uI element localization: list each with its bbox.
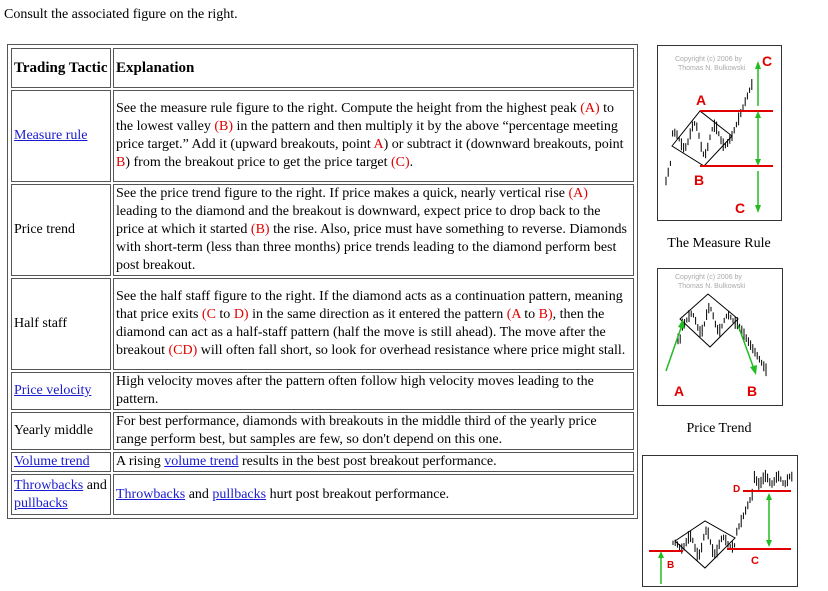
table-row bbox=[11, 372, 634, 410]
height-arrow-down-head bbox=[755, 159, 761, 166]
label-c-top: C bbox=[762, 53, 773, 69]
target-up-arrow-head bbox=[755, 61, 761, 69]
tactic-label: Yearly middle bbox=[14, 423, 94, 438]
tactic-cell bbox=[11, 412, 111, 450]
point-label: (A bbox=[506, 307, 521, 322]
half-staff-figure bbox=[642, 455, 798, 587]
table-row bbox=[11, 412, 634, 450]
table-row bbox=[11, 474, 634, 515]
table-row bbox=[11, 184, 634, 276]
price-bars bbox=[666, 79, 752, 185]
entry-arrow-head bbox=[658, 551, 664, 558]
explanation-cell bbox=[113, 278, 634, 370]
point-label: (C) bbox=[390, 155, 410, 170]
drop-arrow bbox=[738, 325, 754, 369]
text-segment: hurt post breakout performance. bbox=[266, 486, 450, 502]
height-arrow-up-head bbox=[755, 111, 761, 118]
explanation-cell bbox=[113, 372, 634, 410]
rise-arrow bbox=[666, 325, 682, 371]
tactic-cell bbox=[11, 90, 111, 182]
measure-rule-caption: The Measure Rule bbox=[667, 236, 771, 251]
point-label: (C bbox=[201, 307, 216, 322]
text-segment: in the pattern and then multiply it by the above “percentage meeting price target.” Add it (upward breakouts, point bbox=[116, 119, 618, 152]
explanation-cell bbox=[113, 474, 634, 515]
text-segment: ) from the breakout price to get the price target bbox=[125, 155, 391, 170]
header-row bbox=[11, 48, 634, 88]
copyright-line-1: Copyright (c) 2006 by bbox=[675, 274, 742, 281]
text-segment: See the half staff figure to the right. If the diamond acts as a continuation pattern, meaning that price exits bbox=[116, 289, 623, 322]
label-b: B bbox=[667, 560, 675, 571]
explanation-cell bbox=[113, 90, 634, 182]
measure-rule-figure bbox=[657, 45, 782, 221]
label-b: B bbox=[747, 383, 758, 399]
measure-rule-link[interactable]: Measure rule bbox=[14, 128, 88, 143]
price-trend-figure bbox=[657, 268, 783, 406]
tactic-cell bbox=[11, 372, 111, 410]
tactic-cell bbox=[11, 474, 111, 515]
text-segment: . bbox=[409, 155, 414, 170]
copyright-line-1: Copyright (c) 2006 by bbox=[675, 56, 742, 63]
text-segment: results in the best post breakout performance. bbox=[238, 454, 497, 469]
text-segment: High velocity moves after the pattern often follow high velocity moves leading to the pattern. bbox=[116, 374, 594, 407]
tactics-table bbox=[9, 46, 636, 517]
table-row bbox=[11, 452, 634, 472]
move-arrow-down-head bbox=[766, 540, 772, 547]
header-explanation: Explanation bbox=[113, 48, 634, 88]
point-label: A bbox=[373, 137, 384, 152]
text-segment: will often fall short, so look for overhead resistance where price might stall. bbox=[197, 343, 626, 358]
measure-rule-chart bbox=[658, 46, 781, 220]
text-segment: and bbox=[185, 486, 213, 502]
text-segment: See the price trend figure to the right. If price makes a quick, nearly vertical rise bbox=[116, 186, 569, 201]
label-c-bottom: C bbox=[735, 200, 746, 216]
text-segment: to bbox=[520, 307, 539, 322]
volume-trend-link[interactable]: volume trend bbox=[164, 454, 239, 469]
tactics-table-wrapper bbox=[7, 44, 638, 519]
price-trend-caption: Price Trend bbox=[686, 421, 752, 436]
tactic-cell bbox=[11, 278, 111, 370]
explanation-cell bbox=[113, 412, 634, 450]
explanation-cell bbox=[113, 452, 634, 472]
intro-text: Consult the associated figure on the right. bbox=[4, 7, 238, 22]
text-segment: , then the diamond can act as a half-staff pattern (half the move is still ahead). The move after the breakout bbox=[116, 307, 606, 358]
point-label: (A) bbox=[580, 101, 600, 116]
label-a: A bbox=[674, 383, 685, 399]
move-arrow-up-head bbox=[766, 493, 772, 500]
point-label: (CD) bbox=[168, 343, 198, 358]
point-label: B bbox=[116, 155, 126, 170]
text-segment: See the measure rule figure to the right. Compute the height from the highest peak bbox=[116, 101, 581, 116]
point-label: (B) bbox=[214, 119, 234, 134]
label-a: A bbox=[696, 92, 707, 108]
label-d: D bbox=[733, 484, 741, 495]
text-segment: For best performance, diamonds with breakouts in the middle third of the yearly price range perform best, but samples are few, so don't depend on this one. bbox=[116, 414, 597, 447]
point-label: (B) bbox=[250, 222, 270, 237]
label-c: C bbox=[751, 555, 759, 567]
text-segment: to bbox=[215, 307, 234, 322]
header-trading-tactic: Trading Tactic bbox=[11, 48, 111, 88]
table-row bbox=[11, 278, 634, 370]
drop-arrow-head bbox=[750, 365, 757, 375]
copyright-line-2: Thomas N. Bulkowski bbox=[678, 283, 746, 290]
point-label: D) bbox=[233, 307, 249, 322]
table-body bbox=[11, 90, 634, 515]
pullbacks-link[interactable]: pullbacks bbox=[212, 486, 267, 502]
throwbacks-link[interactable]: Throwbacks bbox=[116, 486, 186, 502]
pullbacks-link[interactable]: pullbacks bbox=[14, 495, 68, 511]
tactic-cell bbox=[11, 184, 111, 276]
price-velocity-link[interactable]: Price velocity bbox=[14, 383, 92, 398]
copyright-line-2: Thomas N. Bulkowski bbox=[678, 65, 746, 72]
text-segment: to the lowest valley bbox=[116, 101, 615, 134]
tactic-cell bbox=[11, 452, 111, 472]
point-label: (A) bbox=[568, 186, 588, 201]
label-b: B bbox=[694, 172, 705, 188]
text-segment: A rising bbox=[116, 454, 165, 469]
volume-trend-link[interactable]: Volume trend bbox=[14, 454, 90, 469]
price-trend-chart bbox=[658, 269, 782, 405]
throwbacks-link[interactable]: Throwbacks bbox=[14, 477, 84, 493]
text-segment: and bbox=[83, 477, 107, 493]
tactic-label: Half staff bbox=[14, 316, 67, 331]
table-row bbox=[11, 90, 634, 182]
text-segment: the rise. Also, price must have something to reverse. Diamonds with short-term (less than three months) price trends leading to the diamond perform best post breakout. bbox=[116, 222, 627, 273]
half-staff-chart bbox=[643, 456, 797, 586]
text-segment: ) or subtract it (downward breakouts, point bbox=[383, 137, 624, 152]
point-label: B) bbox=[538, 307, 553, 322]
text-segment: leading to the diamond and the breakout is downward, expect price to drop back to the price at which it started bbox=[116, 204, 601, 237]
target-down-arrow-head bbox=[755, 205, 761, 213]
text-segment: in the same direction as it entered the pattern bbox=[248, 307, 507, 322]
tactic-label: Price trend bbox=[14, 222, 76, 237]
explanation-cell bbox=[113, 184, 634, 276]
